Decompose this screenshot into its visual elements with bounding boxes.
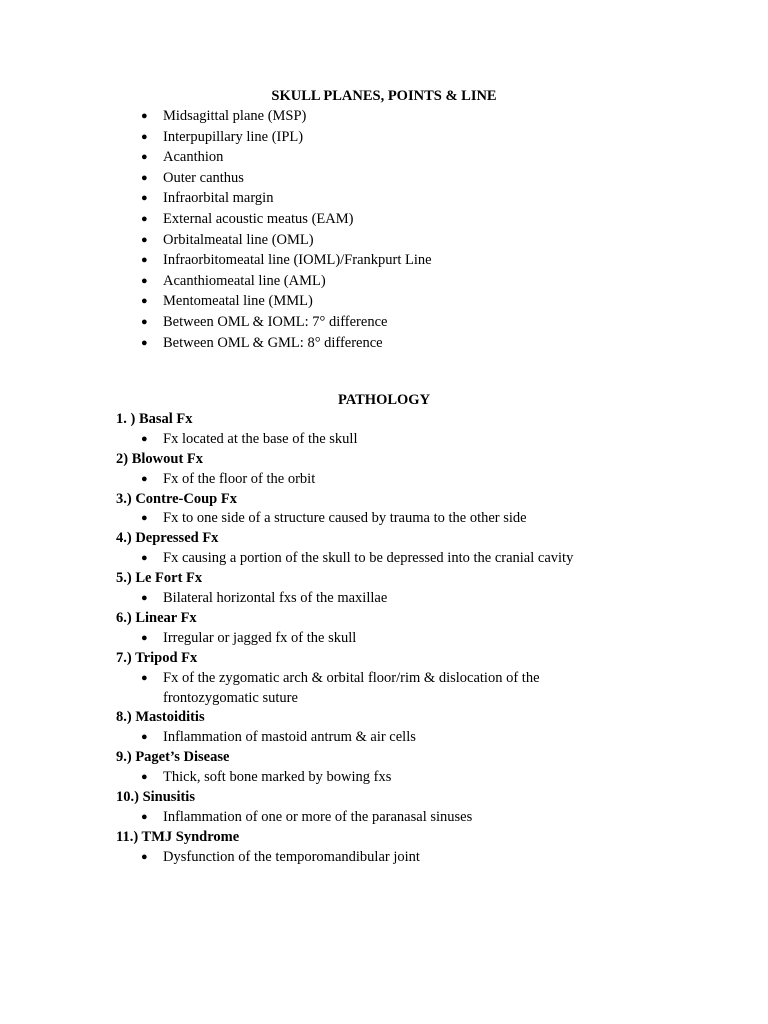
pathology-desc-text: Inflammation of mastoid antrum & air cells (163, 729, 416, 746)
list-item-text: Acanthion (163, 149, 224, 166)
list-item (0, 271, 432, 292)
pathology-desc (0, 430, 583, 450)
pathology-item (0, 490, 768, 530)
pathology-title: 5.) Le Fort Fx (116, 570, 203, 587)
bullet-icon: ● (141, 552, 148, 565)
list-item-text: Mentomeatal line (MML) (163, 293, 313, 310)
pathology-title: 1. ) Basal Fx (116, 411, 193, 427)
pathology-title: 9.) Paget’s Disease (116, 749, 230, 766)
pathology-desc-text: Fx located at the base of the skull (163, 430, 358, 447)
pathology-item (0, 649, 768, 709)
pathology-title: 11.) TMJ Syndrome (116, 828, 240, 845)
list-item (0, 106, 432, 127)
pathology-desc-text: Fx causing a portion of the skull to be depressed into the cranial cavity (163, 550, 574, 567)
bullet-icon: ● (141, 850, 148, 863)
pathology-item (0, 748, 768, 788)
pathology-desc-text: Dysfunction of the temporomandibular joint (163, 848, 420, 865)
list-item-text: Interpupillary line (IPL) (163, 128, 304, 145)
pathology-title: 7.) Tripod Fx (116, 649, 198, 666)
list-item (0, 188, 432, 209)
pathology-title: 8.) Mastoiditis (116, 709, 205, 726)
pathology-title: 2) Blowout Fx (116, 450, 203, 467)
list-item (0, 209, 432, 230)
pathology-item (0, 828, 768, 868)
pathology-desc-text: Inflammation of one or more of the paranasal sinuses (163, 808, 473, 825)
bullet-icon: ● (141, 171, 148, 184)
pathology-list (0, 410, 768, 868)
pathology-item (0, 609, 768, 649)
bullet-icon: ● (141, 731, 148, 744)
bullet-icon: ● (141, 432, 148, 445)
list-item (0, 127, 432, 148)
list-item (0, 291, 432, 312)
bullet-icon: ● (141, 671, 148, 684)
pathology-desc-text: Thick, soft bone marked by bowing fxs (163, 769, 392, 786)
pathology-desc (0, 848, 583, 868)
list-item (0, 147, 432, 168)
pathology-desc-text: Bilateral horizontal fxs of the maxillae (163, 590, 388, 607)
bullet-icon: ● (141, 110, 148, 122)
pathology-title: 4.) Depressed Fx (116, 530, 219, 547)
list-item-text: Orbitalmeatal line (OML) (163, 231, 314, 248)
pathology-item (0, 708, 768, 748)
bullet-icon: ● (141, 295, 148, 308)
bullet-icon: ● (141, 274, 148, 287)
list-item (0, 250, 432, 271)
pathology-title: 3.) Contre-Coup Fx (116, 490, 237, 507)
pathology-desc (0, 470, 583, 490)
pathology-desc (0, 629, 583, 649)
skull-planes-list (0, 106, 432, 353)
pathology-desc (0, 549, 633, 569)
bullet-icon: ● (141, 151, 148, 164)
pathology-item (0, 529, 768, 569)
bullet-icon: ● (141, 512, 148, 525)
list-item-text: Infraorbitomeatal line (IOML)/Frankpurt Line (163, 252, 432, 269)
bullet-icon: ● (141, 631, 148, 644)
list-item-text: Between OML & IOML: 7° difference (163, 313, 388, 330)
bullet-icon: ● (141, 212, 148, 225)
pathology-desc (0, 589, 583, 609)
bullet-icon: ● (141, 254, 148, 267)
list-item-text: Midsagittal plane (MSP) (163, 108, 307, 124)
pathology-desc-text: Fx to one side of a structure caused by trauma to the other side (163, 510, 527, 527)
pathology-desc-text: Irregular or jagged fx of the skull (163, 629, 357, 646)
pathology-desc (0, 768, 583, 788)
list-item (0, 168, 432, 189)
bullet-icon: ● (141, 592, 148, 605)
bullet-icon: ● (141, 233, 148, 246)
list-item (0, 312, 432, 333)
pathology-item (0, 410, 768, 450)
bullet-icon: ● (141, 130, 148, 143)
list-item-text: Infraorbital margin (163, 190, 274, 207)
pathology-item (0, 450, 768, 490)
list-item-text: External acoustic meatus (EAM) (163, 210, 354, 227)
section-title-pathology: PATHOLOGY (337, 392, 431, 408)
list-item-text: Between OML & GML: 8° difference (163, 334, 383, 351)
bullet-icon: ● (141, 192, 148, 205)
bullet-icon: ● (141, 771, 148, 784)
pathology-desc (0, 509, 583, 529)
list-item-text: Outer canthus (163, 169, 244, 186)
pathology-desc-text: Fx of the floor of the orbit (163, 470, 316, 487)
bullet-icon: ● (141, 472, 148, 485)
pathology-title: 6.) Linear Fx (116, 609, 197, 626)
bullet-icon: ● (141, 315, 148, 328)
pathology-desc (0, 808, 583, 828)
pathology-item (0, 569, 768, 609)
pathology-title: 10.) Sinusitis (116, 789, 195, 806)
section-title-skull-planes: SKULL PLANES, POINTS & LINE (271, 88, 497, 104)
list-item (0, 230, 432, 251)
pathology-item (0, 788, 768, 828)
list-item-text: Acanthiomeatal line (AML) (163, 272, 326, 289)
pathology-desc (0, 669, 583, 709)
list-item (0, 333, 432, 354)
bullet-icon: ● (141, 810, 148, 823)
pathology-desc (0, 728, 583, 748)
pathology-desc-text: Fx of the zygomatic arch & orbital floor/rim & dislocation of the frontozygomatic suture (163, 669, 540, 706)
bullet-icon: ● (141, 336, 148, 349)
